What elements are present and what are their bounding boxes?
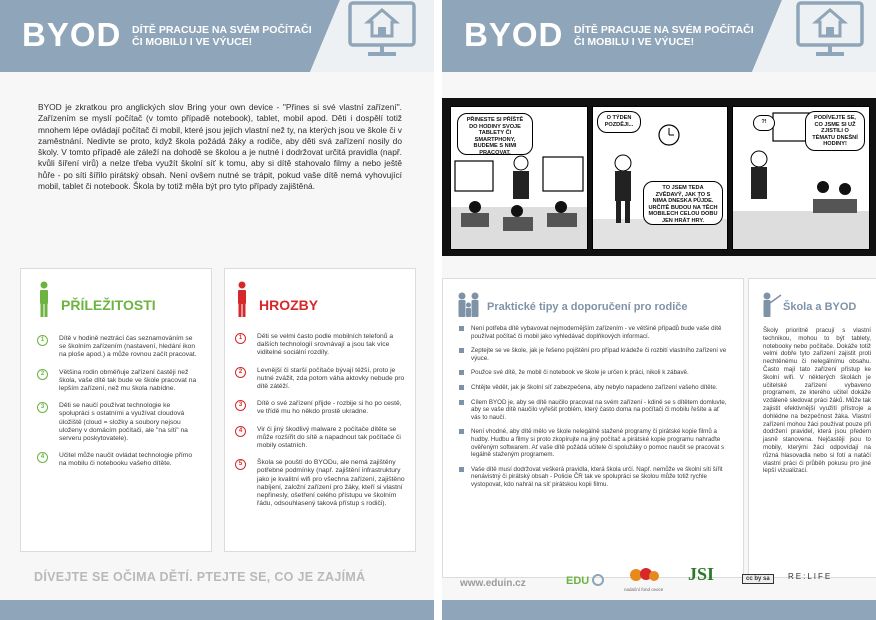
speech-bubble-3: TO JSEM TEDA ZVĚDAVÝ, JAK TO S NIMA DNESKA PŮJDE. URČITĚ BUDOU NA TĚCH MOBILECH CELOU DOBU JEN HRÁT HRY. bbox=[643, 181, 723, 225]
footer-bar bbox=[0, 600, 434, 620]
tips-list bbox=[459, 325, 729, 496]
list-item: Vaše dítě musí dodržovat veškerá pravidla, která škola určí. Např. nemůže ve školní síti šířit nenávistný či pirátský obsah - Policie ČR tak ve spolupráci se školou může totiž rychle vystopovat, kdo nahrál na síť pirátskou kopii filmu. bbox=[459, 466, 729, 489]
comic-panel-1 bbox=[450, 106, 588, 250]
footer-bar bbox=[442, 600, 876, 620]
speech-bubble-5: PODÍVEJTE SE, CO JSME SI UŽ ZJISTILI O TÉMATU DNEŠNÍ HODINY! bbox=[805, 111, 865, 151]
person-red-icon bbox=[236, 281, 248, 319]
list-item bbox=[235, 333, 405, 358]
list-item: Zeptejte se ve škole, jak je řešeno pojištění pro případ krádeže či rozbití vlastního zařízení ve výuce. bbox=[459, 347, 729, 362]
logo-nadace bbox=[624, 566, 664, 592]
speech-bubble-1: PŘINESTE SI PŘÍŠTĚ DO HODINY SVOJE TABLETY ČI SMARTPHONY, BUDEME S NIMI PRACOVAT. bbox=[457, 113, 533, 155]
list-item: Použce své dítě, že mobil či notebook ve škole je určen k práci, nikoli k zábavě. bbox=[459, 369, 729, 377]
number-badge: 2 bbox=[235, 367, 246, 378]
number-badge: 2 bbox=[37, 369, 48, 380]
subtitle-line-1: DÍTĚ PRACUJE NA SVÉM POČÍTAČI bbox=[132, 24, 312, 36]
threats-title: HROZBY bbox=[259, 297, 319, 313]
list-item: Cílem BYOD je, aby se dítě naučilo pracovat na svém zařízení - kdině se s dítětem domluvte, aby se vaše dítě naučilo vyřešit problém, který často doma na počítači či mobilu řešíte a ať vás to naučí. bbox=[459, 399, 729, 422]
list-item bbox=[235, 400, 405, 416]
slogan: DÍVEJTE SE OČIMA DĚTÍ. PTEJTE SE, CO JE ZAJÍMÁ bbox=[34, 570, 366, 584]
list-item bbox=[37, 369, 199, 394]
header-banner bbox=[0, 0, 434, 72]
header-title: BYOD bbox=[464, 16, 564, 53]
comic-strip bbox=[442, 98, 876, 256]
subtitle-line-2: ČI MOBILU I VE VÝUCE! bbox=[574, 36, 695, 48]
left-page bbox=[0, 0, 434, 620]
edu-circle-icon bbox=[592, 574, 604, 586]
logo-reallife: RE:LIFE bbox=[788, 572, 833, 581]
number-badge: 3 bbox=[235, 400, 246, 411]
list-item-text: Dítě v hodině neztrácí čas seznamováním se se školním zařízením (nastavení, hledání ikon na ploše apod.) a může rovnou začít pracovat. bbox=[59, 335, 197, 359]
list-item-text: Dítě o své zařízení přijde - rozbije si ho po cestě, ve třídě mu ho někdo prostě ukradne. bbox=[257, 400, 402, 416]
monitor-home-icon bbox=[794, 0, 866, 58]
list-item: Není potřeba dítě vybavovat nejmodernějším zařízením - ve většině případů bude vaše dítě používat počítač či mobil jako vyhledávač doplňkových informací. bbox=[459, 325, 729, 340]
list-item bbox=[235, 426, 405, 451]
right-page bbox=[442, 0, 876, 620]
fruit-logo-icon bbox=[624, 566, 664, 582]
school-title: Škola a BYOD bbox=[783, 301, 857, 313]
threats-list bbox=[235, 333, 405, 517]
number-badge: 1 bbox=[235, 333, 246, 344]
list-item-text: Děti se naučí používat technologie ke spolupráci s ostatními a využívat cloudová úložiště (cloud = složky a soubory nejsou uloženy v domácím počítači, ale "na síti" na serveru poskytovatele). bbox=[59, 402, 188, 443]
list-item bbox=[37, 452, 199, 468]
header-subtitle bbox=[574, 24, 774, 48]
list-item-text: Děti se velmi často podle mobilních telefonů a dalších technologií srovnávají a jsou tak více viditelné sociální rozdíly. bbox=[257, 333, 394, 357]
list-item: Chtějte vědět, jak je školní síť zabezpečena, aby nebylo napadeno zařízení vašeho dítěte. bbox=[459, 384, 729, 392]
number-badge: 3 bbox=[37, 402, 48, 413]
logo-nadace-text: nadační fond ovoce bbox=[624, 587, 664, 592]
logo-cc: cc by sa bbox=[742, 574, 774, 584]
speech-bubble-2: O TÝDEN POZDĚJI... bbox=[597, 111, 641, 133]
header-title: BYOD bbox=[22, 16, 122, 53]
list-item-text: Vir či jiný škodlivý malware z počítače dítěte se může rozšířit do sítě a napadnout tak počítače či mobily ostatních. bbox=[257, 425, 401, 450]
list-item bbox=[37, 402, 199, 443]
list-item-text: Většina rodin obměňuje zařízení častěji než škola, vaše dítě tak bude ve škole pracovat na lepším zařízení, než mu škola nabídne. bbox=[59, 368, 197, 393]
list-item: Není vhodné, aby dítě mělo ve škole nelegálně stažené programy či pirátské kopie filmů a hudby. Hudbu a filmy si proto zkopírujte na jiný počítač a pirátské kopie programu nahraďte ověřeným softwarem. Ať vaše dítě požádá učitele či spolužáky o pomoc naučit se pracovat s legálně staženým programem. bbox=[459, 428, 729, 458]
comic-panel-2 bbox=[592, 106, 728, 250]
number-badge: 1 bbox=[37, 335, 48, 346]
logo-jsi: JSI bbox=[688, 564, 715, 584]
school-box bbox=[748, 278, 876, 578]
monitor-home-icon bbox=[346, 0, 418, 58]
header-subtitle bbox=[132, 24, 332, 48]
logo-edu bbox=[566, 574, 604, 587]
list-item-text: Učitel může naučit ovládat technologie přímo na mobilu či notebooku vašeho dítěte. bbox=[59, 452, 193, 468]
intro-text: BYOD je zkratkou pro anglických slov Bring your own device - "Přines si své vlastní zařízení". Zařízením se myslí počítač (v tomto případě notebook), tablet, mobil apod. Děti i dospělí totiž mnohem lépe ovládají počítač či mobil, které jsou jejich vlastní než ty, na kterých jsou ve škole či v zaměstnání. Nedivte se proto, když škola požádá žáky a rodiče, aby děti svá zařízení nosily do školy. V tomto případě ale záleží na dohodě se školou a je nutné i dodržovat určitá pravidla (např. kvůli šíření virů) a nelze třeba využít školní síť k tomu, aby si dítě stahovalo filmy a nebo ještě hůře - po síti šířilo pirátský obsah. Není ovšem nutné se trápit, pokud vaše dítě nemá vyhovující mobil, tablet či notebook. Škola by totiž měla být pro tyto případy zajištěná. bbox=[38, 102, 402, 192]
number-badge: 5 bbox=[235, 459, 246, 470]
list-item bbox=[235, 367, 405, 392]
comic-panel-3 bbox=[732, 106, 870, 250]
list-item-text: Levnější či starší počítače bývají těžší, proto je nutné zvážit, zda potom váha aktovky nebude pro dítě zátěží. bbox=[257, 366, 405, 391]
tips-box bbox=[442, 278, 744, 578]
number-badge: 4 bbox=[235, 426, 246, 437]
number-badge: 4 bbox=[37, 452, 48, 463]
speech-bubble-4: ?! bbox=[753, 115, 775, 131]
threats-box bbox=[224, 268, 416, 552]
family-icon bbox=[455, 291, 483, 319]
logo-edu-text: EDU bbox=[566, 575, 590, 587]
school-text: Školy prioritně pracují s vlastní technikou, mohou to být tablety, notebooky nebo počítače. Dokáže totiž velmi dobře tyto zařízení zajistit proti nechtěnému či nelegálnímu obsahu. Často mají tato zařízení přístup ke školní wifi. V některých školách je učitelské zařízení vybaveno programem, ze kterého učitel dokáže vzdáleně sledovat práci žáků. Může tak zajistit efektivnější využití přístroje a dohlédne na bezpečnost žáka. Vlastní zařízení mohou žáci používat pouze při dodržení pravidel, která jsou předem jasně stanovena. Nejčastěji jsou to mobily, kterými žáci odpovídají na různá hlasovadla nebo si fotí a natáčí vlastní práci či průběh pokusu pro jiné lepší vizualizaci. bbox=[763, 327, 871, 475]
subtitle-line-2: ČI MOBILU I VE VÝUCE! bbox=[132, 36, 253, 48]
list-item bbox=[235, 459, 405, 508]
subtitle-line-1: DÍTĚ PRACUJE NA SVÉM POČÍTAČI bbox=[574, 24, 754, 36]
list-item-text: Škola se pouští do BYODu, ale nemá zajištěny potřebné podmínky (např. zajištění infrastruktury jako je kvalitní wifi pro všechna zařízení, zajištěno nabíjení, založní zařízení pro žáky, kteří si vlastní nepřinesly, ošetření celého přístupu ve školním řádu, odsouhlasený taková přístup s rodiči). bbox=[257, 459, 405, 508]
list-item bbox=[37, 335, 199, 360]
page-gutter bbox=[434, 0, 442, 620]
opportunities-box bbox=[20, 268, 212, 552]
teacher-icon bbox=[759, 291, 783, 319]
tips-title: Praktické tipy a doporučení pro rodiče bbox=[487, 301, 688, 313]
website-link[interactable]: www.eduin.cz bbox=[460, 578, 526, 589]
person-green-icon bbox=[38, 281, 50, 319]
opportunities-list bbox=[37, 335, 199, 478]
opportunities-title: PŘÍLEŽITOSTI bbox=[61, 297, 156, 313]
header-banner bbox=[442, 0, 876, 72]
